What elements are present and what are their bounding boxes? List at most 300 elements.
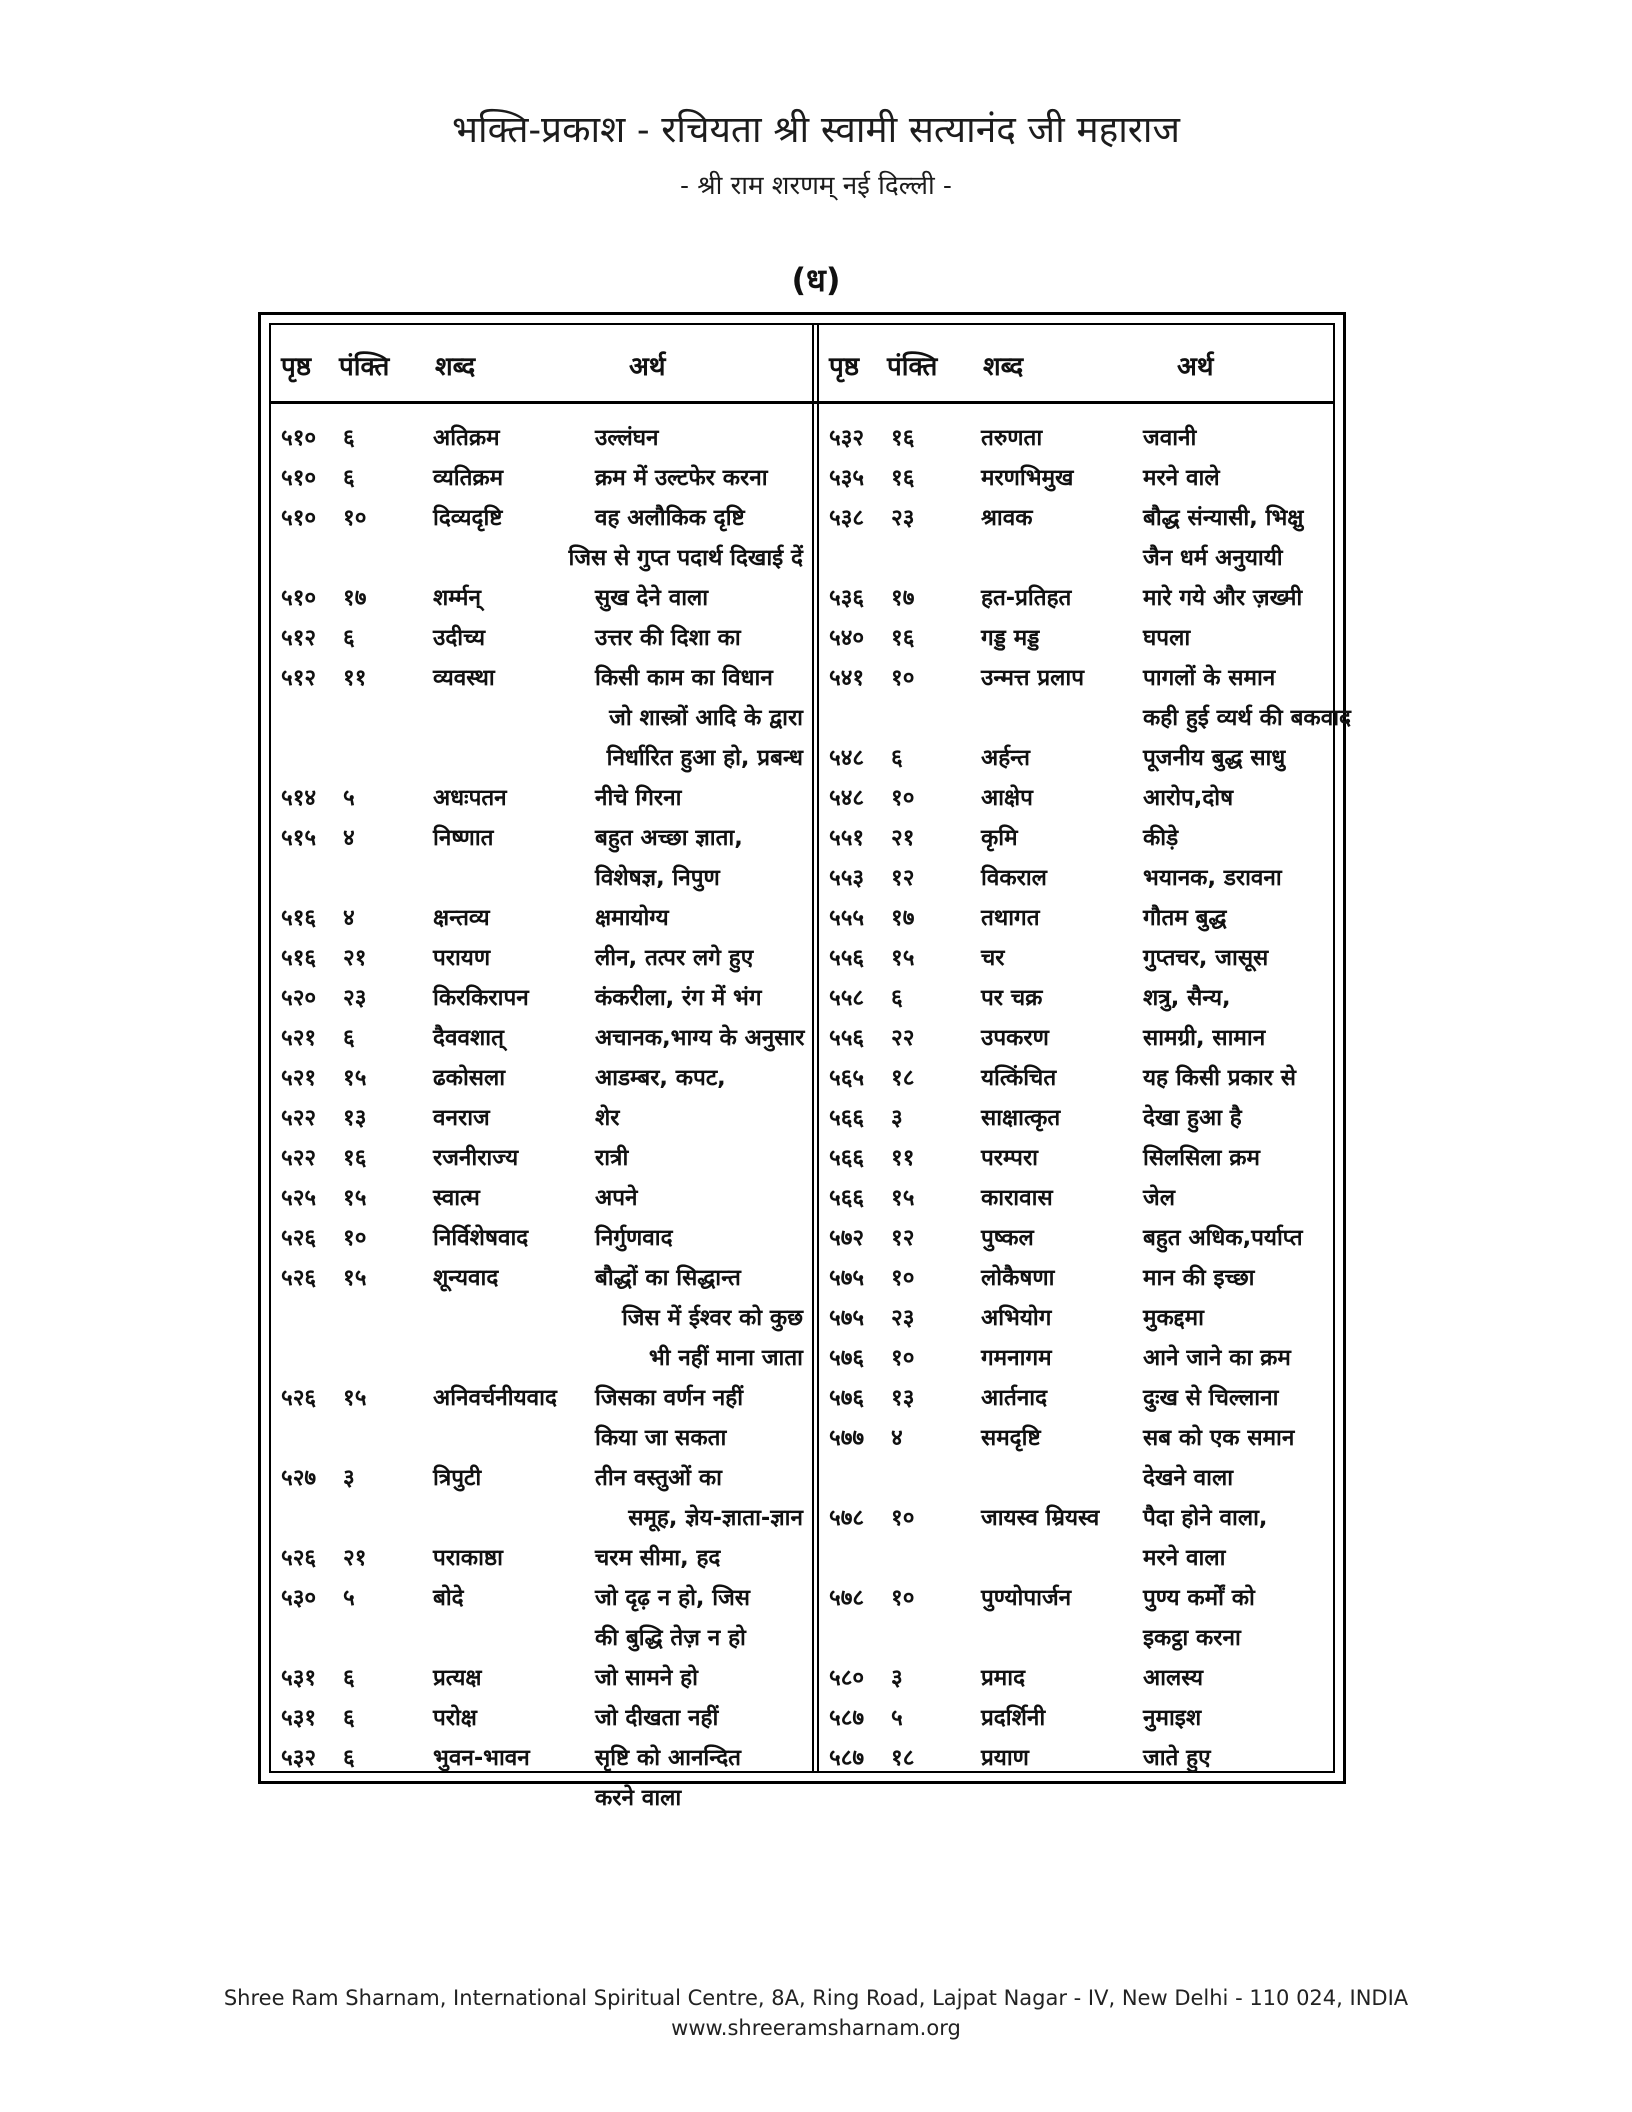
page-number: ५२२ [281, 1105, 317, 1131]
page-number: ५५८ [829, 985, 865, 1011]
line-number: १० [343, 1225, 367, 1251]
table-row [277, 1775, 807, 1815]
line-number: १५ [343, 1065, 367, 1091]
word-cell: भुवन-भावन [433, 1745, 530, 1771]
table-row [825, 1335, 1355, 1375]
page-number: ५६६ [829, 1185, 865, 1211]
line-number: ११ [343, 665, 367, 691]
table-row [277, 615, 807, 655]
page-number: ५५६ [829, 945, 865, 971]
table-row [277, 1015, 807, 1055]
meaning-cell: सिलसिला क्रम [1143, 1145, 1260, 1171]
table-row [277, 855, 807, 895]
page-number: ५४० [829, 625, 865, 651]
table-row [277, 1655, 807, 1695]
line-number: ६ [343, 1705, 355, 1731]
line-number: १५ [343, 1385, 367, 1411]
line-number: २१ [343, 1545, 367, 1571]
header-word: शब्द [983, 352, 1024, 382]
line-number: ३ [891, 1665, 903, 1691]
header-page: पृष्ठ [281, 352, 312, 382]
word-cell: उन्मत्त प्रलाप [981, 665, 1084, 691]
table-row [277, 1375, 807, 1415]
column-divider [812, 325, 819, 1771]
table-row [825, 695, 1355, 735]
line-number: १० [891, 665, 915, 691]
line-number: ३ [891, 1105, 903, 1131]
page-number: ५१५ [281, 825, 317, 851]
word-cell: यत्किंचित [981, 1065, 1057, 1091]
meaning-cell: शत्रु, सैन्य, [1143, 985, 1231, 1011]
word-cell: परायण [433, 945, 491, 971]
page-number: ५४१ [829, 665, 865, 691]
page-subtitle: - श्री राम शरणम् नई दिल्ली - [680, 171, 952, 201]
word-cell: व्यवस्था [433, 665, 495, 691]
word-cell: आर्तनाद [981, 1385, 1048, 1411]
meaning-cell: अपने [595, 1185, 638, 1211]
table-row [825, 1175, 1355, 1215]
header-line: पंक्ति [887, 352, 938, 382]
meaning-cell: जाते हुए [1143, 1745, 1211, 1771]
header-meaning: अर्थ [1177, 352, 1214, 382]
page-number: ५३१ [281, 1705, 317, 1731]
word-cell: रजनीराज्य [433, 1145, 519, 1171]
line-number: १३ [343, 1105, 367, 1131]
page-number: ५२१ [281, 1025, 317, 1051]
page-number: ५५५ [829, 905, 865, 931]
word-cell: प्रदर्शिनी [981, 1705, 1046, 1731]
table-row [825, 535, 1355, 575]
page-marker: (ध) [791, 261, 841, 299]
meaning-cell: विशेषज्ञ, निपुण [595, 865, 720, 891]
line-number: ५ [343, 1585, 355, 1611]
meaning-cell: सृष्टि को आनन्दित [595, 1745, 741, 1771]
line-number: १७ [891, 585, 915, 611]
meaning-cell: मारे गये और ज़ख्मी [1143, 585, 1303, 611]
word-cell: समदृष्टि [981, 1425, 1041, 1451]
table-row [825, 1415, 1355, 1455]
word-cell: अनिवर्चनीयवाद [433, 1385, 557, 1411]
table-row [825, 935, 1355, 975]
table-row [277, 935, 807, 975]
meaning-cell: आरोप,दोष [1143, 785, 1234, 811]
table-row [825, 1695, 1355, 1735]
meaning-cell: सामग्री, सामान [1143, 1025, 1266, 1051]
word-cell: उदीच्य [433, 625, 486, 651]
table-row [825, 615, 1355, 655]
table-row [277, 895, 807, 935]
line-number: १६ [891, 465, 915, 491]
meaning-cell: मरने वाले [1143, 465, 1220, 491]
header-word: शब्द [435, 352, 476, 382]
meaning-cell: मरने वाला [1143, 1545, 1226, 1571]
table-row [825, 815, 1355, 855]
line-number: १७ [343, 585, 367, 611]
meaning-cell: नीचे गिरना [595, 785, 682, 811]
table-row [277, 1695, 807, 1735]
word-cell: व्यतिक्रम [433, 465, 504, 491]
word-cell: साक्षात्कृत [981, 1105, 1061, 1131]
line-number: ६ [343, 425, 355, 451]
line-number: २३ [343, 985, 367, 1011]
table-row [277, 495, 807, 535]
word-cell: जायस्व म्रियस्व [981, 1505, 1100, 1531]
meaning-cell: जवानी [1143, 425, 1197, 451]
page-number: ५७८ [829, 1505, 865, 1531]
meaning-cell: आडम्बर, कपट, [595, 1065, 726, 1091]
line-number: ६ [891, 985, 903, 1011]
line-number: १० [891, 1345, 915, 1371]
page-number: ५१० [281, 425, 317, 451]
line-number: १५ [343, 1185, 367, 1211]
word-cell: मरणभिमुख [981, 465, 1074, 491]
word-cell: पर चक्र [981, 985, 1043, 1011]
line-number: १३ [891, 1385, 915, 1411]
table-row [277, 1575, 807, 1615]
line-number: ४ [891, 1425, 903, 1451]
word-cell: श्रावक [981, 505, 1033, 531]
meaning-cell: बौद्ध संन्यासी, भिक्षु [1143, 505, 1304, 531]
meaning-cell: किया जा सकता [595, 1425, 727, 1451]
table-row [825, 975, 1355, 1015]
line-number: १८ [891, 1745, 915, 1771]
page-number: ५१४ [281, 785, 317, 811]
page-number: ५८७ [829, 1705, 865, 1731]
line-number: १८ [891, 1065, 915, 1091]
meaning-cell: निर्गुणवाद [595, 1225, 673, 1251]
table-row [277, 1175, 807, 1215]
table-row [825, 1455, 1355, 1495]
word-cell: ढकोसला [433, 1065, 506, 1091]
meaning-cell: दुःख से चिल्लाना [1143, 1385, 1279, 1411]
table-row [277, 1055, 807, 1095]
word-cell: लोकैषणा [981, 1265, 1055, 1291]
meaning-cell: यह किसी प्रकार से [1143, 1065, 1296, 1091]
line-number: २३ [891, 1305, 915, 1331]
page-number: ५६६ [829, 1105, 865, 1131]
meaning-cell: रात्री [595, 1145, 629, 1171]
line-number: २१ [343, 945, 367, 971]
word-cell: गड्ड मड्ड [981, 625, 1040, 651]
word-cell: बोदे [433, 1585, 464, 1611]
line-number: २१ [891, 825, 915, 851]
table-row [825, 1215, 1355, 1255]
table-row [277, 975, 807, 1015]
page-number: ५७८ [829, 1585, 865, 1611]
word-cell: स्वात्म [433, 1185, 480, 1211]
page-number: ५१२ [281, 625, 317, 651]
header-page: पृष्ठ [829, 352, 860, 382]
table-row [825, 415, 1355, 455]
meaning-cell: लीन, तत्पर लगे हुए [595, 945, 754, 971]
meaning-cell: उत्तर की दिशा का [595, 625, 741, 651]
line-number: ६ [343, 625, 355, 651]
meaning-cell: इकट्ठा करना [1143, 1625, 1241, 1651]
table-row [277, 535, 807, 575]
table-row [277, 415, 807, 455]
line-number: १२ [891, 1225, 915, 1251]
table-row [825, 1375, 1355, 1415]
word-cell: दैववशात् [433, 1025, 504, 1051]
meaning-cell: जो सामने हो [595, 1665, 698, 1691]
word-cell: अर्हन्त [981, 745, 1030, 771]
line-number: ६ [343, 465, 355, 491]
meaning-cell: कीड़े [1143, 825, 1179, 851]
table-row [277, 1455, 807, 1495]
meaning-cell: उल्लंघन [595, 425, 659, 451]
table-row [825, 1655, 1355, 1695]
page-number: ५८० [829, 1665, 865, 1691]
word-cell: तरुणता [981, 425, 1043, 451]
table-row [277, 1535, 807, 1575]
table-header [277, 347, 807, 387]
line-number: ४ [343, 905, 355, 931]
table-row [825, 1255, 1355, 1295]
meaning-cell: नुमाइश [1143, 1705, 1202, 1731]
word-cell: तथागत [981, 905, 1040, 931]
word-cell: परोक्ष [433, 1705, 477, 1731]
meaning-continuation: जिस में ईश्वर को कुछ [621, 1305, 803, 1331]
meaning-cell: पुण्य कर्मों को [1143, 1585, 1255, 1611]
meaning-cell: घपला [1143, 625, 1191, 651]
glossary-table [258, 312, 1351, 1811]
meaning-cell: सुख देने वाला [595, 585, 709, 611]
page-number: ५२२ [281, 1145, 317, 1171]
word-cell: गमनागम [981, 1345, 1052, 1371]
footer-address: Shree Ram Sharnam, International Spiritual Centre, 8A, Ring Road, Lajpat Nagar - IV, New Delhi - 110 024, INDIA [223, 1986, 1409, 2010]
table-row [277, 775, 807, 815]
word-cell: परम्परा [981, 1145, 1038, 1171]
page-number: ५१२ [281, 665, 317, 691]
header-line: पंक्ति [339, 352, 390, 382]
line-number: ५ [343, 785, 355, 811]
table-row [277, 1295, 807, 1335]
table-row [825, 655, 1355, 695]
meaning-cell: जो दृढ़ न हो, जिस [595, 1585, 751, 1611]
meaning-continuation: समूह, ज्ञेय-ज्ञाता-ज्ञान [628, 1505, 803, 1531]
meaning-cell: आने जाने का क्रम [1143, 1345, 1291, 1371]
table-row [277, 735, 807, 775]
meaning-cell: करने वाला [595, 1785, 682, 1811]
page-number: ५२० [281, 985, 317, 1011]
table-row [825, 1575, 1355, 1615]
meaning-cell: आलस्य [1143, 1665, 1204, 1691]
meaning-cell: पूजनीय बुद्ध साधु [1143, 745, 1286, 771]
page-number: ५१६ [281, 945, 317, 971]
table-row [825, 775, 1355, 815]
table-row [825, 495, 1355, 535]
line-number: १६ [891, 625, 915, 651]
glossary-table-inner [269, 323, 1351, 1811]
meaning-cell: बौद्धों का सिद्धान्त [595, 1265, 741, 1291]
line-number: १० [891, 1585, 915, 1611]
line-number: १० [891, 1505, 915, 1531]
word-cell: विकराल [981, 865, 1047, 891]
line-number: ५ [891, 1705, 903, 1731]
table-row [825, 1735, 1355, 1775]
page-number: ५७२ [829, 1225, 865, 1251]
word-cell: दिव्यदृष्टि [433, 505, 503, 531]
word-cell: क्षन्तव्य [433, 905, 490, 931]
page-number: ५८७ [829, 1745, 865, 1771]
meaning-cell: जैन धर्म अनुयायी [1143, 545, 1283, 571]
page-number: ५१० [281, 585, 317, 611]
line-number: १० [891, 1265, 915, 1291]
page-number: ५३२ [829, 425, 865, 451]
table-row [277, 455, 807, 495]
page-number: ५५३ [829, 865, 865, 891]
page-number: ५७६ [829, 1345, 865, 1371]
page-number: ५३८ [829, 505, 865, 531]
table-row [277, 1095, 807, 1135]
meaning-cell: मुकद्दमा [1143, 1305, 1204, 1331]
table-row [277, 815, 807, 855]
word-cell: किरकिरापन [433, 985, 529, 1011]
meaning-continuation: कही हुई व्यर्थ की बकवाद [1142, 705, 1351, 731]
line-number: ४ [343, 825, 355, 851]
word-cell: शर्म्मन् [433, 585, 481, 611]
table-row [825, 1615, 1355, 1655]
page-number: ५७५ [829, 1305, 865, 1331]
page-number: ५५६ [829, 1025, 865, 1051]
word-cell: पुष्कल [981, 1225, 1034, 1251]
page-number: ५२६ [281, 1385, 317, 1411]
table-row [825, 575, 1355, 615]
line-number: १० [891, 785, 915, 811]
line-number: १६ [343, 1145, 367, 1171]
line-number: ६ [343, 1665, 355, 1691]
page-number: ५७७ [829, 1425, 865, 1451]
word-cell: पराकाष्ठा [433, 1545, 503, 1571]
meaning-cell: देखा हुआ है [1143, 1105, 1242, 1131]
page-number: ५७५ [829, 1265, 865, 1291]
table-row [277, 1615, 807, 1655]
word-cell: पुण्योपार्जन [981, 1585, 1072, 1611]
line-number: १७ [891, 905, 915, 931]
meaning-continuation: भी नहीं माना जाता [648, 1345, 803, 1371]
table-row [825, 1495, 1355, 1535]
table-row [277, 695, 807, 735]
table-row [277, 1735, 807, 1775]
page-number: ५२६ [281, 1545, 317, 1571]
line-number: ६ [343, 1025, 355, 1051]
page-number: ५३२ [281, 1745, 317, 1771]
line-number: १६ [891, 425, 915, 451]
word-cell: कृमि [981, 825, 1018, 851]
meaning-continuation: जो शास्त्रों आदि के द्वारा [609, 705, 803, 731]
meaning-cell: अचानक,भाग्य के अनुसार [595, 1025, 805, 1051]
word-cell: निर्विशेषवाद [433, 1225, 529, 1251]
word-cell: आक्षेप [981, 785, 1033, 811]
table-row [277, 575, 807, 615]
line-number: ६ [891, 745, 903, 771]
meaning-cell: जिसका वर्णन नहीं [595, 1385, 744, 1411]
meaning-cell: तीन वस्तुओं का [595, 1465, 722, 1491]
line-number: २२ [891, 1025, 915, 1051]
page-number: ५३१ [281, 1665, 317, 1691]
word-cell: निष्णात [433, 825, 494, 851]
line-number: १५ [891, 945, 915, 971]
page-number: ५५१ [829, 825, 865, 851]
meaning-cell: गौतम बुद्ध [1143, 905, 1227, 931]
line-number: ६ [343, 1745, 355, 1771]
meaning-cell: जो दीखता नहीं [595, 1705, 719, 1731]
line-number: १५ [343, 1265, 367, 1291]
word-cell: प्रमाद [981, 1665, 1026, 1691]
page-number: ५३६ [829, 585, 865, 611]
meaning-continuation: निर्धारित हुआ हो, प्रबन्ध [606, 745, 803, 771]
line-number: ३ [343, 1465, 355, 1491]
table-row [277, 1415, 807, 1455]
meaning-cell: जेल [1143, 1185, 1175, 1211]
line-number: १० [343, 505, 367, 531]
line-number: ११ [891, 1145, 915, 1171]
table-header [825, 347, 1355, 387]
line-number: २३ [891, 505, 915, 531]
table-row [825, 855, 1355, 895]
table-row [277, 655, 807, 695]
word-cell: प्रत्यक्ष [433, 1665, 482, 1691]
meaning-cell: देखने वाला [1143, 1465, 1234, 1491]
meaning-cell: सब को एक समान [1143, 1425, 1295, 1451]
word-cell: अतिक्रम [433, 425, 500, 451]
meaning-cell: क्षमायोग्य [595, 905, 669, 931]
word-cell: कारावास [981, 1185, 1053, 1211]
word-cell: हत-प्रतिहत [981, 585, 1072, 611]
header-meaning: अर्थ [629, 352, 666, 382]
line-number: १२ [891, 865, 915, 891]
page-number: ५४८ [829, 785, 865, 811]
table-row [825, 1135, 1355, 1175]
meaning-cell: बहुत अच्छा ज्ञाता, [595, 825, 743, 851]
word-cell: वनराज [433, 1105, 490, 1131]
meaning-cell: की बुद्धि तेज़ न हो [595, 1625, 746, 1651]
word-cell: उपकरण [981, 1025, 1049, 1051]
page-number: ५६५ [829, 1065, 865, 1091]
page-number: ५४८ [829, 745, 865, 771]
table-row [277, 1135, 807, 1175]
table-row [277, 1495, 807, 1535]
meaning-cell: गुप्तचर, जासूस [1143, 945, 1269, 971]
right-rows [825, 415, 1355, 1775]
word-cell: शून्यवाद [433, 1265, 499, 1291]
table-row [825, 1095, 1355, 1135]
page-number: ५१० [281, 465, 317, 491]
meaning-cell: किसी काम का विधान [595, 665, 773, 691]
page-number: ५३५ [829, 465, 865, 491]
word-cell: अभियोग [981, 1305, 1052, 1331]
header-divider [271, 401, 1333, 404]
meaning-cell: कंकरीला, रंग में भंग [595, 985, 762, 1011]
page-number: ५२५ [281, 1185, 317, 1211]
page-number: ५१६ [281, 905, 317, 931]
page-number: ५२१ [281, 1065, 317, 1091]
meaning-cell: भयानक, डरावना [1143, 865, 1282, 891]
meaning-cell: पैदा होने वाला, [1143, 1505, 1268, 1531]
table-row [825, 1055, 1355, 1095]
page-number: ५२६ [281, 1265, 317, 1291]
page-number: ५१० [281, 505, 317, 531]
table-row [825, 455, 1355, 495]
table-row [825, 895, 1355, 935]
meaning-cell: बहुत अधिक,पर्याप्त [1143, 1225, 1303, 1251]
meaning-cell: क्रम में उल्टफेर करना [595, 465, 768, 491]
meaning-cell: पागलों के समान [1143, 665, 1276, 691]
table-row [825, 1535, 1355, 1575]
meaning-cell: मान की इच्छा [1143, 1265, 1255, 1291]
page-title: भक्ति-प्रकाश - रचियता श्री स्वामी सत्यानंद जी महाराज [452, 108, 1180, 151]
page-number: ५६६ [829, 1145, 865, 1171]
